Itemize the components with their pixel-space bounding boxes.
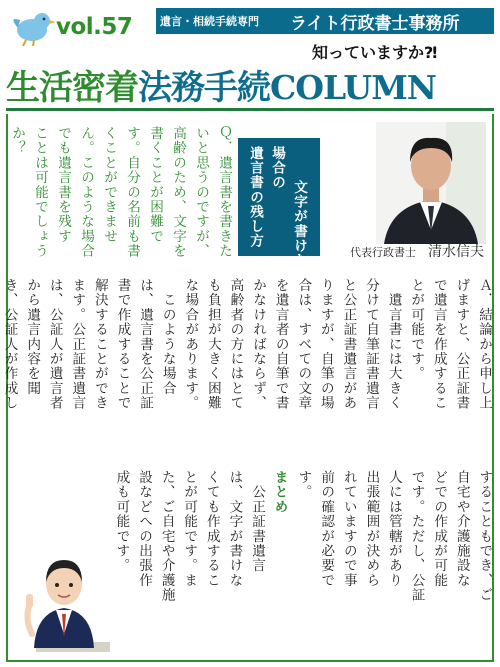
- summary-label: まとめ: [271, 470, 288, 515]
- office-specialty: 遺言・相続手続専門: [160, 15, 259, 28]
- heading-line-1: 文字が書けない: [291, 180, 307, 283]
- title-divider: [6, 108, 494, 111]
- title-part-legal: 法務手続: [138, 68, 270, 108]
- heading-line-2: 場合の: [269, 146, 285, 190]
- column-header: [0, 0, 500, 112]
- summary-heading: [268, 470, 291, 655]
- heading-line-3: 遺言書の残し方: [247, 146, 263, 249]
- column-title: [6, 60, 436, 109]
- bird-logo-icon: [6, 6, 56, 46]
- volume-number: vol.57: [56, 14, 133, 40]
- answer-part-3: することもでき、ご 自宅や介護施設な どでの作成が可能 です。ただし、公証 人には管轄があり 出張範囲が決めら れていますので事 前の確認が必要で す。: [295, 470, 493, 603]
- businessman-illustration: [16, 538, 112, 656]
- summary-text: 公正証書遺言 は、文字が書けな くても作成するこ とが可能です。ま た、ご自宅や介護施 設などへの出張作 成も可能です。: [113, 470, 265, 603]
- representative-photo: [376, 122, 486, 244]
- header-question: 知っていますか⁈: [312, 43, 438, 62]
- office-name: ライト行政書士事務所: [290, 14, 460, 34]
- representative-title: 代表行政書士: [350, 246, 416, 259]
- question-text: Ｑ．遺言書を書きた いと思うのですが、 高齢のため、文字を 書くことが困難で す。自分の名前も書 くことができませ ん。このような場合 でも遺言書を残す ことは可能でしょう か？: [9, 126, 232, 259]
- answer-part-1: Ａ．結論から申し上 げますと、公正証書 で遺言を作成するこ とが可能です。 遺言書には大きく 分けて自筆証書遺言 と公正証書遺言があ りますが、自筆の場 合は、すべての文章 を遺言者の自筆で書 かなければならず、 高齢者の方にはとて も負担が大きく困難 な場合があります。 このような場合 は、遺言書を公正証 書で作成することで 解決することができ ます。公正証書遺言 は、公証人が遺言者 から遺言内容を聞 き、公証人が作成し: [1, 278, 492, 411]
- title-part-column: COLUMN: [270, 68, 436, 107]
- title-part-lifestyle: 生活密着: [6, 68, 138, 108]
- article-heading: [244, 146, 332, 283]
- representative-name: 清水信夫: [428, 244, 484, 260]
